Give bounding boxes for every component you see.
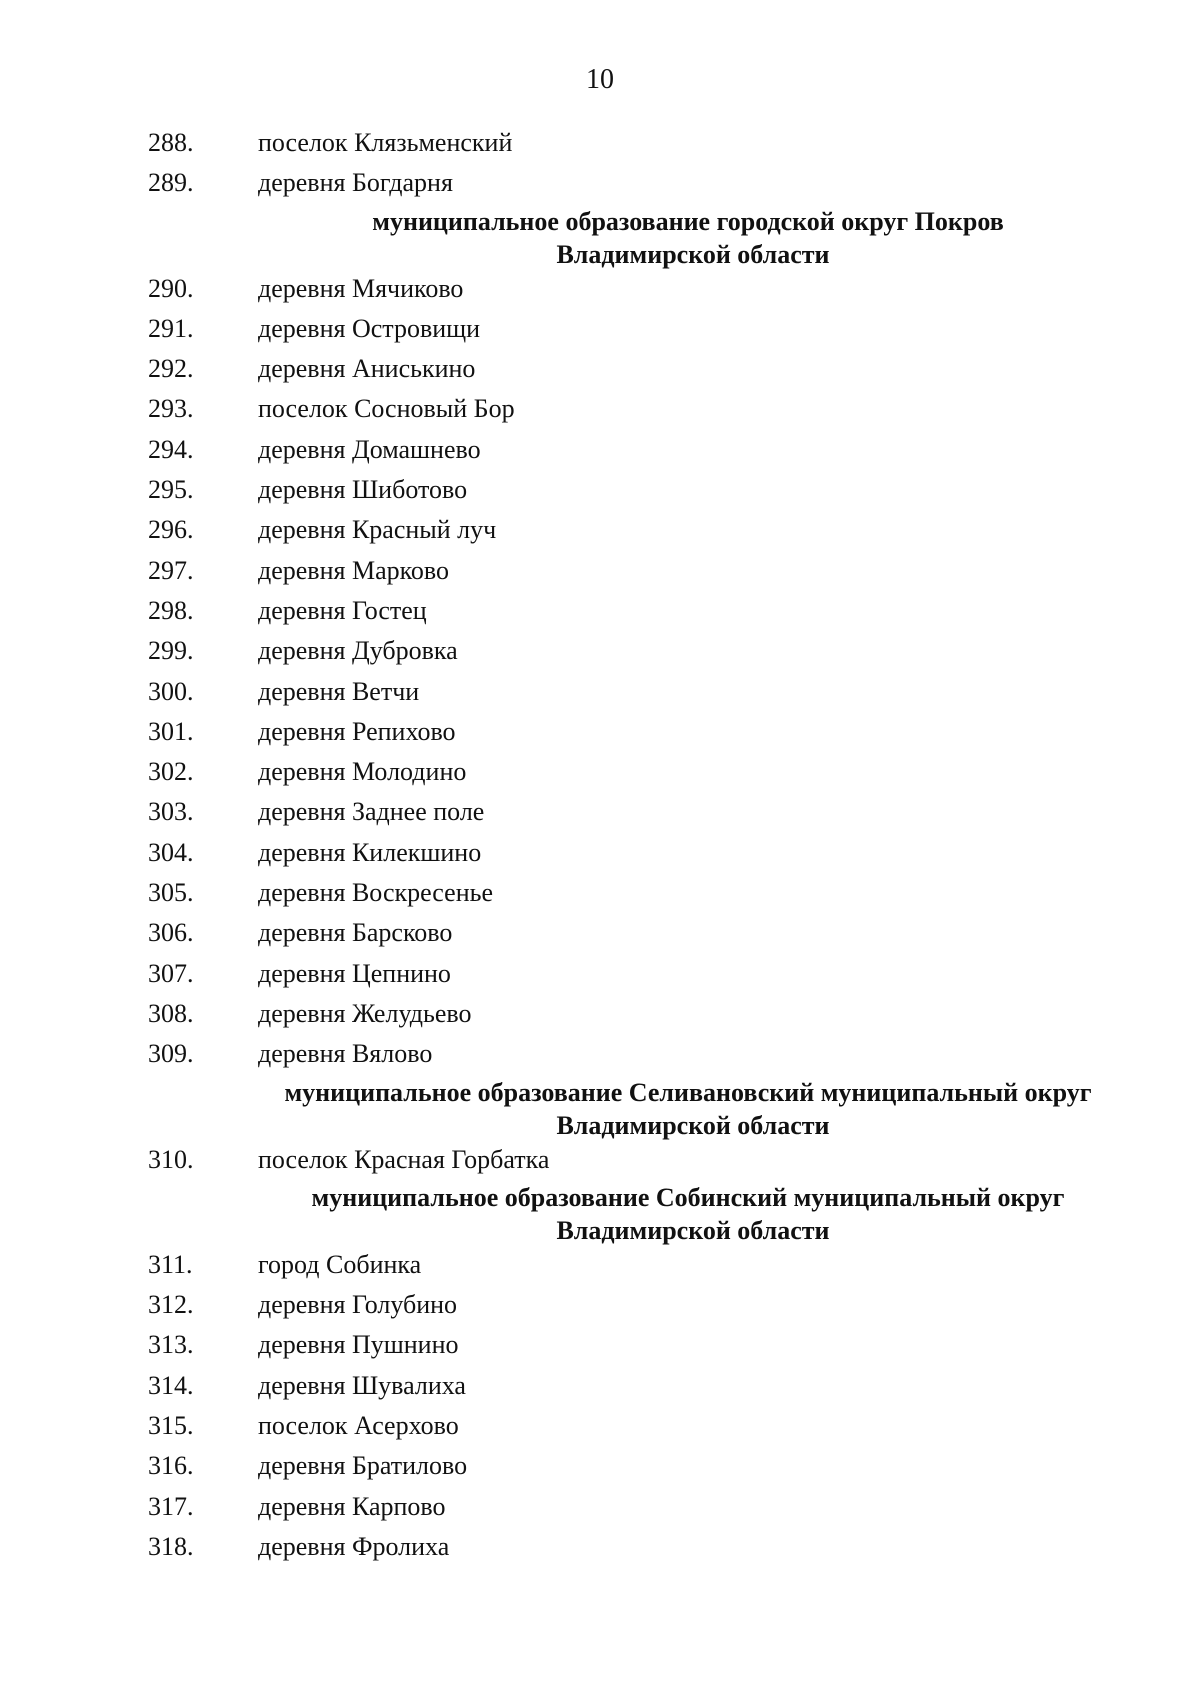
list-item	[148, 797, 1128, 837]
settlement-name: деревня Дубровка	[258, 636, 458, 666]
section-heading	[148, 1076, 1128, 1142]
list-item	[148, 1330, 1128, 1370]
list-item	[148, 435, 1128, 475]
settlement-list	[148, 128, 1128, 1572]
settlement-name: деревня Шувалиха	[258, 1370, 466, 1400]
section-heading	[148, 1181, 1128, 1247]
settlement-name: деревня Молодино	[258, 757, 467, 787]
item-number: 306.	[148, 918, 194, 948]
list-item	[148, 1532, 1128, 1572]
item-number: 308.	[148, 998, 194, 1028]
settlement-name: деревня Барсково	[258, 918, 453, 948]
item-number: 312.	[148, 1290, 194, 1320]
settlement-name: деревня Аниськино	[258, 354, 476, 384]
settlement-name: деревня Ветчи	[258, 676, 420, 706]
settlement-name: поселок Сосновый Бор	[258, 394, 515, 424]
item-number: 293.	[148, 394, 194, 424]
item-number: 307.	[148, 958, 194, 988]
settlement-name: деревня Вялово	[258, 1039, 433, 1069]
settlement-name: деревня Цепнино	[258, 958, 451, 988]
settlement-name: деревня Красный луч	[258, 515, 497, 545]
settlement-name: деревня Воскресенье	[258, 878, 494, 908]
settlement-name: деревня Шиботово	[258, 475, 468, 505]
list-item	[148, 1492, 1128, 1532]
list-item	[148, 556, 1128, 596]
settlement-name: деревня Килекшино	[258, 837, 482, 867]
settlement-name: поселок Красная Горбатка	[258, 1144, 550, 1174]
item-number: 315.	[148, 1411, 194, 1441]
settlement-name: деревня Репихово	[258, 716, 456, 746]
settlement-name: деревня Карпово	[258, 1491, 446, 1521]
item-number: 299.	[148, 636, 194, 666]
settlement-name: деревня Голубино	[258, 1290, 458, 1320]
settlement-name: деревня Мячиково	[258, 273, 464, 303]
item-number: 311.	[148, 1249, 193, 1279]
list-item	[148, 1039, 1128, 1079]
list-item	[148, 1411, 1128, 1451]
settlement-name: деревня Братилово	[258, 1451, 468, 1481]
settlement-name: деревня Домашнево	[258, 434, 481, 464]
item-number: 290.	[148, 273, 194, 303]
item-number: 302.	[148, 757, 194, 787]
settlement-name: деревня Пушнино	[258, 1330, 459, 1360]
settlement-name: деревня Заднее поле	[258, 797, 485, 827]
settlement-name: деревня Желудьево	[258, 998, 472, 1028]
page-number: 10	[586, 64, 614, 95]
list-item	[148, 515, 1128, 555]
settlement-name: поселок Асерхово	[258, 1411, 459, 1441]
item-number: 292.	[148, 354, 194, 384]
item-number: 313.	[148, 1330, 194, 1360]
section-heading	[148, 205, 1128, 271]
list-item	[148, 274, 1128, 314]
list-item	[148, 596, 1128, 636]
list-item	[148, 959, 1128, 999]
settlement-name: деревня Островищи	[258, 313, 481, 343]
item-number: 314.	[148, 1370, 194, 1400]
item-number: 300.	[148, 676, 194, 706]
section-heading-region: Владимирской области	[556, 1110, 830, 1140]
list-item	[148, 757, 1128, 797]
list-item	[148, 636, 1128, 676]
list-item	[148, 354, 1128, 394]
section-heading-region: Владимирской области	[556, 239, 830, 269]
item-number: 298.	[148, 595, 194, 625]
settlement-name: деревня Марково	[258, 555, 450, 585]
item-number: 305.	[148, 878, 194, 908]
list-item	[148, 1290, 1128, 1330]
settlement-name: город Собинка	[258, 1249, 422, 1279]
item-number: 295.	[148, 475, 194, 505]
section-heading-region: Владимирской области	[556, 1215, 830, 1245]
list-item	[148, 1451, 1128, 1491]
item-number: 318.	[148, 1531, 194, 1561]
list-item	[148, 677, 1128, 717]
list-item	[148, 1145, 1128, 1185]
list-item	[148, 878, 1128, 918]
section-heading-title: муниципальное образование Собинский муниципальный округ	[311, 1182, 1065, 1212]
item-number: 317.	[148, 1491, 194, 1521]
list-item	[148, 999, 1128, 1039]
list-item	[148, 168, 1128, 208]
item-number: 291.	[148, 313, 194, 343]
item-number: 289.	[148, 168, 194, 198]
settlement-name: поселок Клязьменский	[258, 128, 513, 157]
settlement-name: деревня Богдарня	[258, 168, 453, 198]
section-heading-title: муниципальное образование городской округ Покров	[372, 206, 1004, 236]
item-number: 316.	[148, 1451, 194, 1481]
item-number: 309.	[148, 1039, 194, 1069]
list-item	[148, 394, 1128, 434]
list-item	[148, 475, 1128, 515]
item-number: 303.	[148, 797, 194, 827]
settlement-name: деревня Фролиха	[258, 1531, 450, 1561]
list-item	[148, 717, 1128, 757]
item-number: 304.	[148, 837, 194, 867]
list-item	[148, 128, 1128, 168]
item-number: 310.	[148, 1144, 194, 1174]
list-item	[148, 314, 1128, 354]
item-number: 294.	[148, 434, 194, 464]
settlement-name: деревня Гостец	[258, 595, 427, 625]
list-item	[148, 1371, 1128, 1411]
list-item	[148, 1250, 1128, 1290]
section-heading-title: муниципальное образование Селивановский муниципальный округ	[284, 1077, 1092, 1107]
item-number: 301.	[148, 716, 194, 746]
item-number: 296.	[148, 515, 194, 545]
item-number: 288.	[148, 128, 194, 157]
item-number: 297.	[148, 555, 194, 585]
list-item	[148, 918, 1128, 958]
list-item	[148, 838, 1128, 878]
